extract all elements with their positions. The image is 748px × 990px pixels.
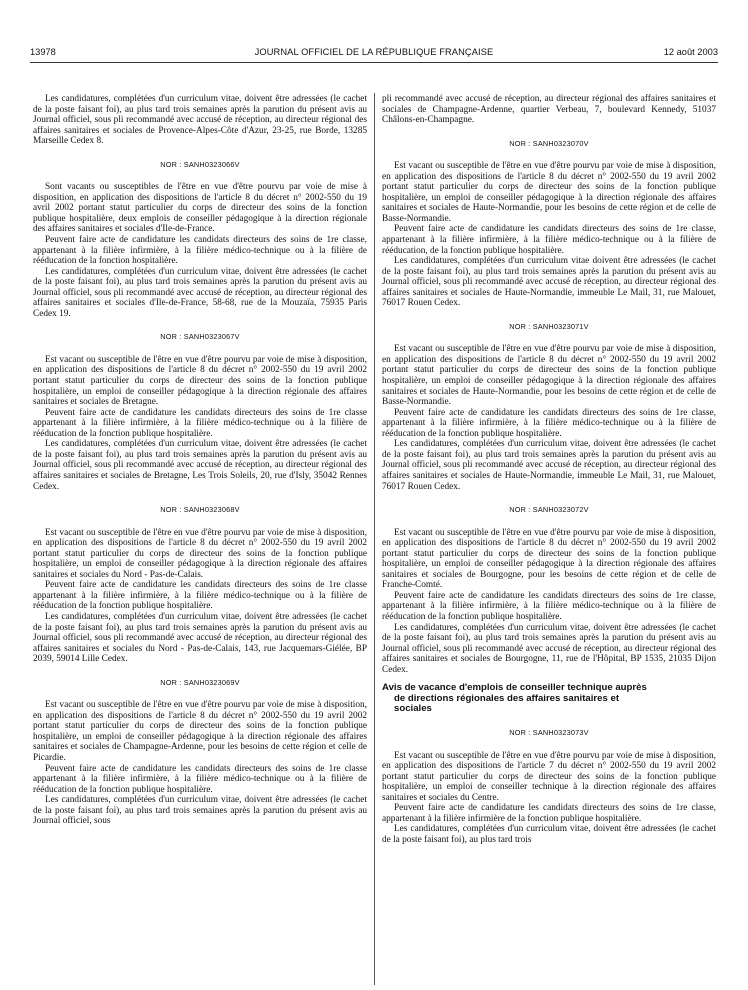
section-heading-line: sociales — [394, 703, 432, 715]
paragraph: Est vacant ou susceptible de l'être en vue d'être pourvu par voie de mise à disposition, en application des dispositions de l'article 8 du décret n° 2002-550 du 19 avril 2002 portant statut particulier du corps de directeur des soins de la fonction publique hospitalière, un emploi de conseiller pédagogique à la direction régionale des affaires sanitaires et sociales de Haute-Normandie, pour les besoins de cette région et de celle de Basse-Normandie. — [382, 344, 716, 408]
nor-reference: NOR : SANH0323069V — [160, 677, 240, 687]
paragraph: Peuvent faire acte de candidature les candidats directeurs des soins de 1re classe, appartenant à la filière infirmière, à la filière médico-technique ou à la filière de rééducation de la fonction publique hospitalière. — [382, 590, 716, 622]
nor-reference: NOR : SANH0323068V — [160, 505, 240, 515]
paragraph: Peuvent faire acte de candidature les candidats directeurs des soins de 1re classe appartenant à la filière infirmière, à la filière médico-technique ou à la filière de rééducation de la fonction publique hospitalière. — [33, 763, 367, 795]
section-heading — [382, 683, 716, 715]
left-column — [33, 94, 367, 827]
paragraph: pli recommandé avec accusé de réception, au directeur régional des affaires sanitaires et sociales de Champagne-Ardenne, quartier Verbeau, 7, boulevard Kennedy, 51037 Châlons-en-Champagne. — [382, 94, 716, 126]
header-rule — [30, 62, 718, 63]
paragraph: Peuvent faire acte de candidature les candidats directeurs des soins de 1re classe, appartenant à la filière infirmière, à la filière médico-technique ou à la filière de rééducation de la fonction publique hospitalière. — [382, 407, 716, 439]
publication-date: 12 août 2003 — [663, 47, 718, 57]
journal-title: JOURNAL OFFICIEL DE LA RÉPUBLIQUE FRANÇAISE — [254, 47, 494, 57]
nor-reference: NOR : SANH0323071V — [509, 321, 589, 331]
section-heading-line: de directions régionales des affaires sanitaires et — [394, 692, 620, 704]
paragraph: Peuvent faire acte de candidature les candidats directeurs des soins de 1re classe, appartenant à la filière infirmière de la fonction publique hospitalière. — [382, 803, 716, 824]
paragraph: Peuvent faire acte de candidature les candidats directeurs des soins de 1re classe appartenant à la filière infirmière, à la filière médico-technique ou à la filière de rééducation de la fonction publique hospitalière. — [33, 580, 367, 612]
paragraph: Sont vacants ou susceptibles de l'être en vue d'être pourvu par voie de mise à disposition, en application des dispositions de l'article 8 du décret n° 2002-550 du 19 avril 2002 portant statut particulier du corps de directeur des soins de la fonction publique hospitalière, deux emplois de conseiller pédagogique à la direction régionale des affaires sanitaires et sociales d'Ile-de-France. — [33, 182, 367, 235]
paragraph: Les candidatures, complétées d'un curriculum vitae, doivent être adressées (le cachet de la poste faisant foi), au plus tard trois semaines après la parution du présent avis au Journal officiel, sous pli recommandé avec accusé de réception, au directeur régional des affaires sanitaires et sociales de Bourgogne, 11, rue de l'Hôpital, BP 1535, 21035 Dijon Cedex. — [382, 622, 716, 675]
paragraph: Les candidatures, complétées d'un curriculum vitae, doivent être adressées (le cachet de la poste faisant foi), au plus tard trois semaines après la parution du présent avis au Journal officiel, sous — [33, 795, 367, 827]
paragraph: Est vacant ou susceptible de l'être en vue d'être pourvu par voie de mise à disposition, en application des dispositions de l'article 7 du décret n° 2002-550 du 19 avril 2002 portant statut particulier du corps de directeur des soins de la fonction publique hospitalière, un emploi de conseiller technique à la direction régionale des affaires sanitaires et sociales du Centre. — [382, 750, 716, 803]
paragraph: Les candidatures, complétées d'un curriculum vitae, doivent être adressées (le cachet de la poste faisant foi), au plus tard trois semaines après la parution du présent avis au Journal officiel, sous pli recommandé avec accusé de réception, au directeur régional des affaires sanitaires et sociales de Provence-Alpes-Côte d'Azur, 23-25, rue Borde, 13285 Marseille Cedex 8. — [33, 94, 367, 147]
nor-reference: NOR : SANH0323072V — [509, 505, 589, 515]
page-number: 13978 — [30, 47, 56, 57]
section-heading-line: Avis de vacance d'emplois de conseiller technique auprès — [382, 682, 647, 694]
paragraph: Les candidatures, complétées d'un curriculum vitae, doivent être adressées (le cachet de la poste faisant foi), au plus tard trois semaines après la parution du présent avis au Journal officiel, sous pli recommandé avec accusé de réception, au directeur régional des affaires sanitaires et sociales de Haute-Normandie, immeuble Le Mail, 31, rue Malouet, 76017 Rouen Cedex. — [382, 439, 716, 492]
paragraph: Peuvent faire acte de candidature les candidats directeurs des soins de 1re classe appartenant à la filière infirmière, à la filière médico-technique ou à la filière de rééducation de la fonction publique hospitalière. — [33, 407, 367, 439]
page-header — [30, 47, 718, 61]
paragraph: Est vacant ou susceptible de l'être en vue d'être pourvu par voie de mise à disposition, en application des dispositions de l'article 8 du décret n° 2002-550 du 19 avril 2002 portant statut particulier du corps de directeur des soins de la fonction publique hospitalière, un emploi de conseiller pédagogique à la direction régionale des affaires sanitaires et sociales de Bretagne. — [33, 354, 367, 408]
nor-reference: NOR : SANH0323073V — [509, 728, 589, 738]
column-divider — [374, 93, 375, 985]
paragraph: Est vacant ou susceptible de l'être en vue d'être pourvu par voie de mise à disposition, en application des dispositions de l'article 8 du décret n° 2002-550 du 19 avril 2002 portant statut particulier du corps de directeur des soins de la fonction publique hospitalière, un emploi de conseiller pédagogique à la direction régionale des affaires sanitaires et sociales de Bourgogne, pour les besoins de cette région et de celle de Franche-Comté. — [382, 527, 716, 591]
paragraph: Peuvent faire acte de candidature les candidats directeurs des soins de 1re classe, appartenant à la filière infirmière, à la filière médico-technique ou à la filière de rééducation, de la fonction publique hospitalière. — [382, 224, 716, 256]
paragraph: Les candidatures, complétées d'un curriculum vitae, doivent être adressées (le cachet de la poste faisant foi), au plus tard trois semaines après la parution du présent avis au Journal officiel, sous pli recommandé avec accusé de réception, au directeur régional des affaires sanitaires et sociales de Bretagne, Les Trois Soleils, 20, rue d'Isly, 35042 Rennes Cedex. — [33, 439, 367, 492]
right-column — [382, 94, 716, 846]
paragraph: Les candidatures, complétées d'un curriculum vitae doivent être adressées (le cachet de la poste faisant foi), au plus tard trois semaines après la parution du présent avis au Journal officiel, sous pli recommandé avec accusé de réception, au directeur régional des affaires sanitaires et sociales de Haute-Normandie, immeuble Le Mail, 31, rue Malouet, 76017 Rouen Cedex. — [382, 256, 716, 309]
nor-reference: NOR : SANH0323070V — [509, 138, 589, 148]
nor-reference: NOR : SANH0323067V — [160, 332, 240, 342]
nor-reference: NOR : SANH0323066V — [160, 159, 240, 169]
spacer — [382, 675, 716, 681]
paragraph: Peuvent faire acte de candidature les candidats directeurs des soins de 1re classe, appartenant à la filière infirmière, à la filière médico-technique ou à la filière de rééducation de la fonction hospitalière. — [33, 235, 367, 267]
paragraph: Est vacant ou susceptible de l'être en vue d'être pourvu par voie de mise à disposition, en application des dispositions de l'article 8 du décret n° 2002-550 du 19 avril 2002 portant statut particulier du corps de directeur des soins de la fonction publique hospitalière, un emploi de conseiller pédagogique à la direction régionale des affaires sanitaires et sociales de Haute-Normandie, pour les besoins de cette région et de celle de Basse-Normandie. — [382, 161, 716, 224]
paragraph: Les candidatures, complétées d'un curriculum vitae, doivent être adressées (le cachet de la poste faisant foi), au plus tard trois — [382, 824, 716, 845]
paragraph: Les candidatures, complétées d'un curriculum vitae, doivent être adressées (le cachet de la poste faisant foi), au plus tard trois semaines après la parution du présent avis au Journal officiel, sous pli recommandé avec accusé de réception, au directeur régional des affaires sanitaires et sociales du Nord - Pas-de-Calais, 143, rue Jacquemars-Giélée, BP 2039, 59014 Lille Cedex. — [33, 611, 367, 665]
paragraph: Les candidatures, complétées d'un curriculum vitae, doivent être adressées (le cachet de la poste faisant foi), au plus tard trois semaines après la parution du présent avis au Journal officiel, sous pli recommandé avec accusé de réception, au directeur régional des affaires sanitaires et sociales d'Ile-de-France, 58-68, rue de la Mouzaïa, 75935 Paris Cedex 19. — [33, 266, 367, 319]
paragraph: Est vacant ou susceptible de l'être en vue d'être pourvu par voie de mise à disposition, en application des dispositions de l'article 8 du décret n° 2002-550 du 19 avril 2002 portant statut particulier du corps de directeur des soins de la fonction publique hospitalière, un emploi de conseiller pédagogique à la direction régionale des affaires sanitaires et sociales de Champagne-Ardenne, pour les besoins de cette région et celle de Picardie. — [33, 700, 367, 763]
paragraph: Est vacant ou susceptible de l'être en vue d'être pourvu par voie de mise à disposition, en application des dispositions de l'article 8 du décret n° 2002-550 du 19 avril 2002 portant statut particulier du corps de directeur des soins de la fonction publique hospitalière, un emploi de conseiller pédagogique à la direction régionale des affaires sanitaires et sociales du Nord - Pas-de-Calais. — [33, 527, 367, 580]
